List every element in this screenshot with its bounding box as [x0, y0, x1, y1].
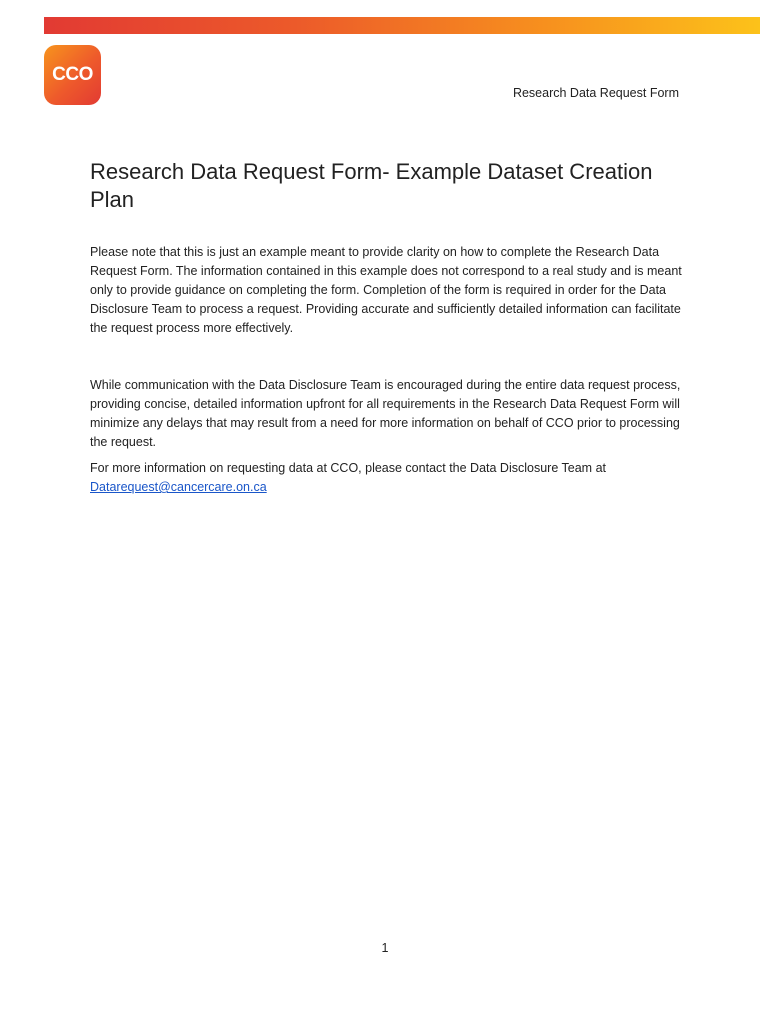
document-body — [90, 243, 690, 497]
header-accent-bar — [44, 17, 760, 34]
contact-paragraph — [90, 459, 690, 497]
logo-text: CCO — [52, 64, 93, 85]
page-number: 1 — [381, 941, 389, 955]
communication-paragraph: While communication with the Data Disclosure Team is encouraged during the entire data request process, providing concise, detailed information upfront for all requirements in the Research Data Request Form will minimize any delays that may result from a need for more information on behalf of CCO prior to processing the request. — [90, 378, 681, 449]
intro-paragraph: Please note that this is just an example meant to provide clarity on how to complete the Research Data Request Form. The information contained in this example does not correspond to a real study and is meant only to provide guidance on completing the form. Completion of the form is required in order for the Data Disclosure Team to process a request. Providing accurate and sufficiently detailed information can facilitate the request process more effectively. — [90, 245, 682, 335]
contact-text: For more information on requesting data at CCO, please contact the Data Disclosure Team at — [90, 461, 606, 475]
running-header-title: Research Data Request Form — [512, 86, 679, 100]
contact-email-link[interactable]: Datarequest@cancercare.on.ca — [90, 480, 267, 494]
document-title: Research Data Request Form- Example Dataset Creation Plan — [90, 159, 653, 212]
cco-logo — [44, 45, 101, 105]
